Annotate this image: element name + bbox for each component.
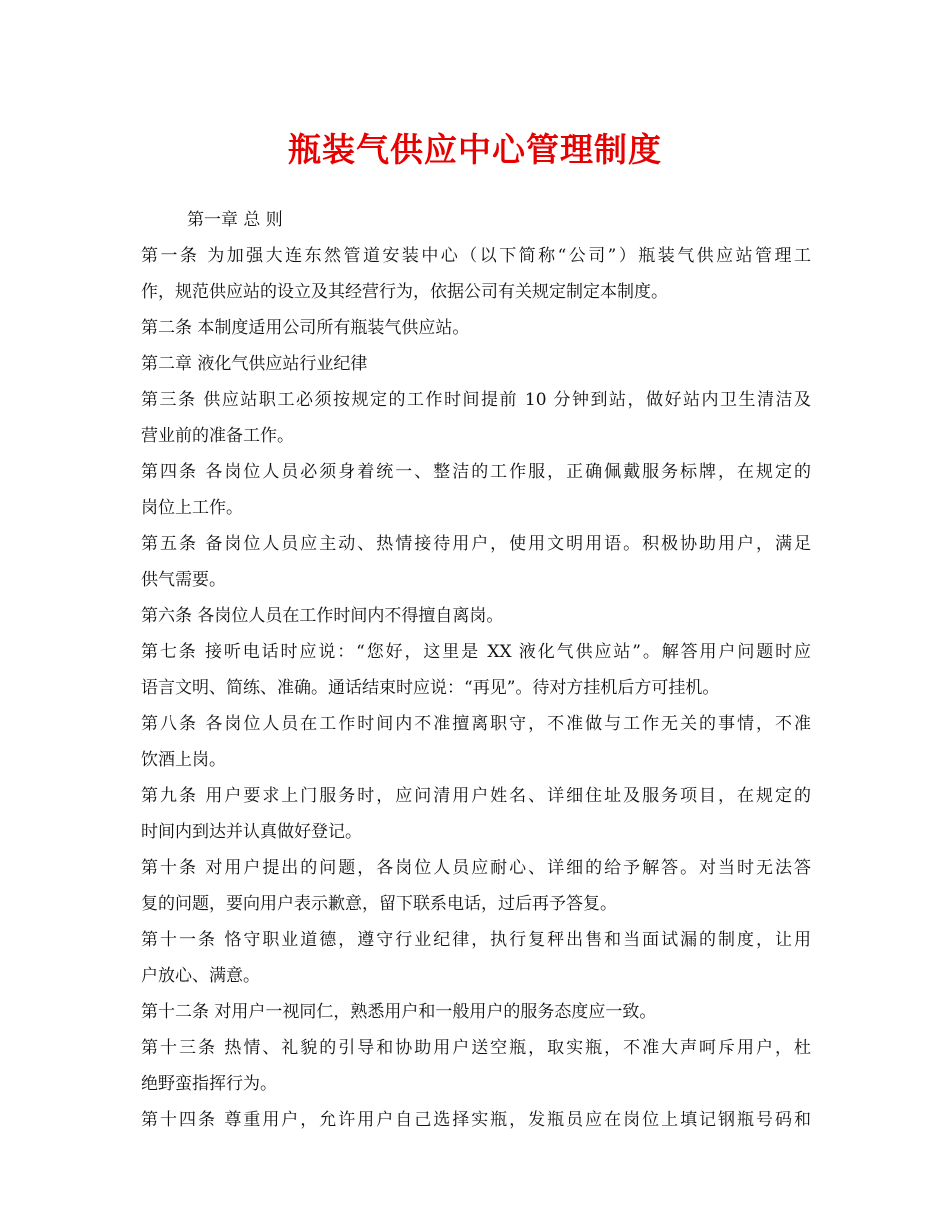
chapter-heading: 第一章 总 则	[187, 210, 283, 230]
paragraph-line: 第五条 备岗位人员应主动、热情接待用户，使用文明用语。积极协助用户，满足	[141, 534, 811, 554]
paragraph-line: 第一条 为加强大连东然管道安装中心（以下简称“公司”）瓶装气供应站管理工	[141, 246, 811, 266]
paragraph-line: 第十二条 对用户一视同仁，熟悉用户和一般用户的服务态度应一致。	[141, 1002, 657, 1022]
paragraph-line: 第四条 各岗位人员必须身着统一、整洁的工作服，正确佩戴服务标牌，在规定的	[141, 462, 811, 482]
paragraph-line: 第十一条 恪守职业道德，遵守行业纪律，执行复秤出售和当面试漏的制度，让用	[141, 930, 811, 950]
paragraph-line: 第十四条 尊重用户，允许用户自己选择实瓶，发瓶员应在岗位上填记钢瓶号码和	[141, 1110, 811, 1130]
paragraph-line: 第八条 各岗位人员在工作时间内不准擅离职守，不准做与工作无关的事情，不准	[141, 714, 811, 734]
paragraph-line: 第六条 各岗位人员在工作时间内不得擅自离岗。	[141, 606, 504, 626]
paragraph-line: 第十条 对用户提出的问题，各岗位人员应耐心、详细的给予解答。对当时无法答	[141, 858, 811, 878]
paragraph-line: 时间内到达并认真做好登记。	[141, 822, 362, 842]
document-body	[141, 202, 811, 1138]
paragraph-line: 作，规范供应站的设立及其经营行为，依据公司有关规定制定本制度。	[141, 282, 668, 302]
paragraph-line: 饮酒上岗。	[141, 750, 226, 770]
paragraph-line: 户放心、满意。	[141, 966, 260, 986]
paragraph-line: 第三条 供应站职工必须按规定的工作时间提前 10 分钟到站，做好站内卫生清洁及	[141, 390, 811, 410]
paragraph-line: 复的问题，要向用户表示歉意，留下联系电话，过后再予答复。	[141, 894, 617, 914]
paragraph-line: 第九条 用户要求上门服务时，应问清用户姓名、详细住址及服务项目，在规定的	[141, 786, 811, 806]
paragraph-line: 第七条 接听电话时应说：“您好，这里是 XX 液化气供应站”。解答用户问题时应	[141, 642, 811, 662]
paragraph-line: 语言文明、简练、准确。通话结束时应说：“再见”。待对方挂机后方可挂机。	[141, 678, 720, 698]
chapter-heading: 第二章 液化气供应站行业纪律	[141, 354, 368, 374]
paragraph-line: 岗位上工作。	[141, 498, 243, 518]
paragraph-line: 第十三条 热情、礼貌的引导和协助用户送空瓶，取实瓶，不准大声呵斥用户，杜	[141, 1038, 811, 1058]
document-title: 瓶装气供应中心管理制度	[288, 130, 662, 169]
paragraph-line: 营业前的准备工作。	[141, 426, 294, 446]
paragraph-line: 第二条 本制度适用公司所有瓶装气供应站。	[141, 318, 470, 338]
paragraph-line: 供气需要。	[141, 570, 226, 590]
paragraph-line: 绝野蛮指挥行为。	[141, 1074, 277, 1094]
